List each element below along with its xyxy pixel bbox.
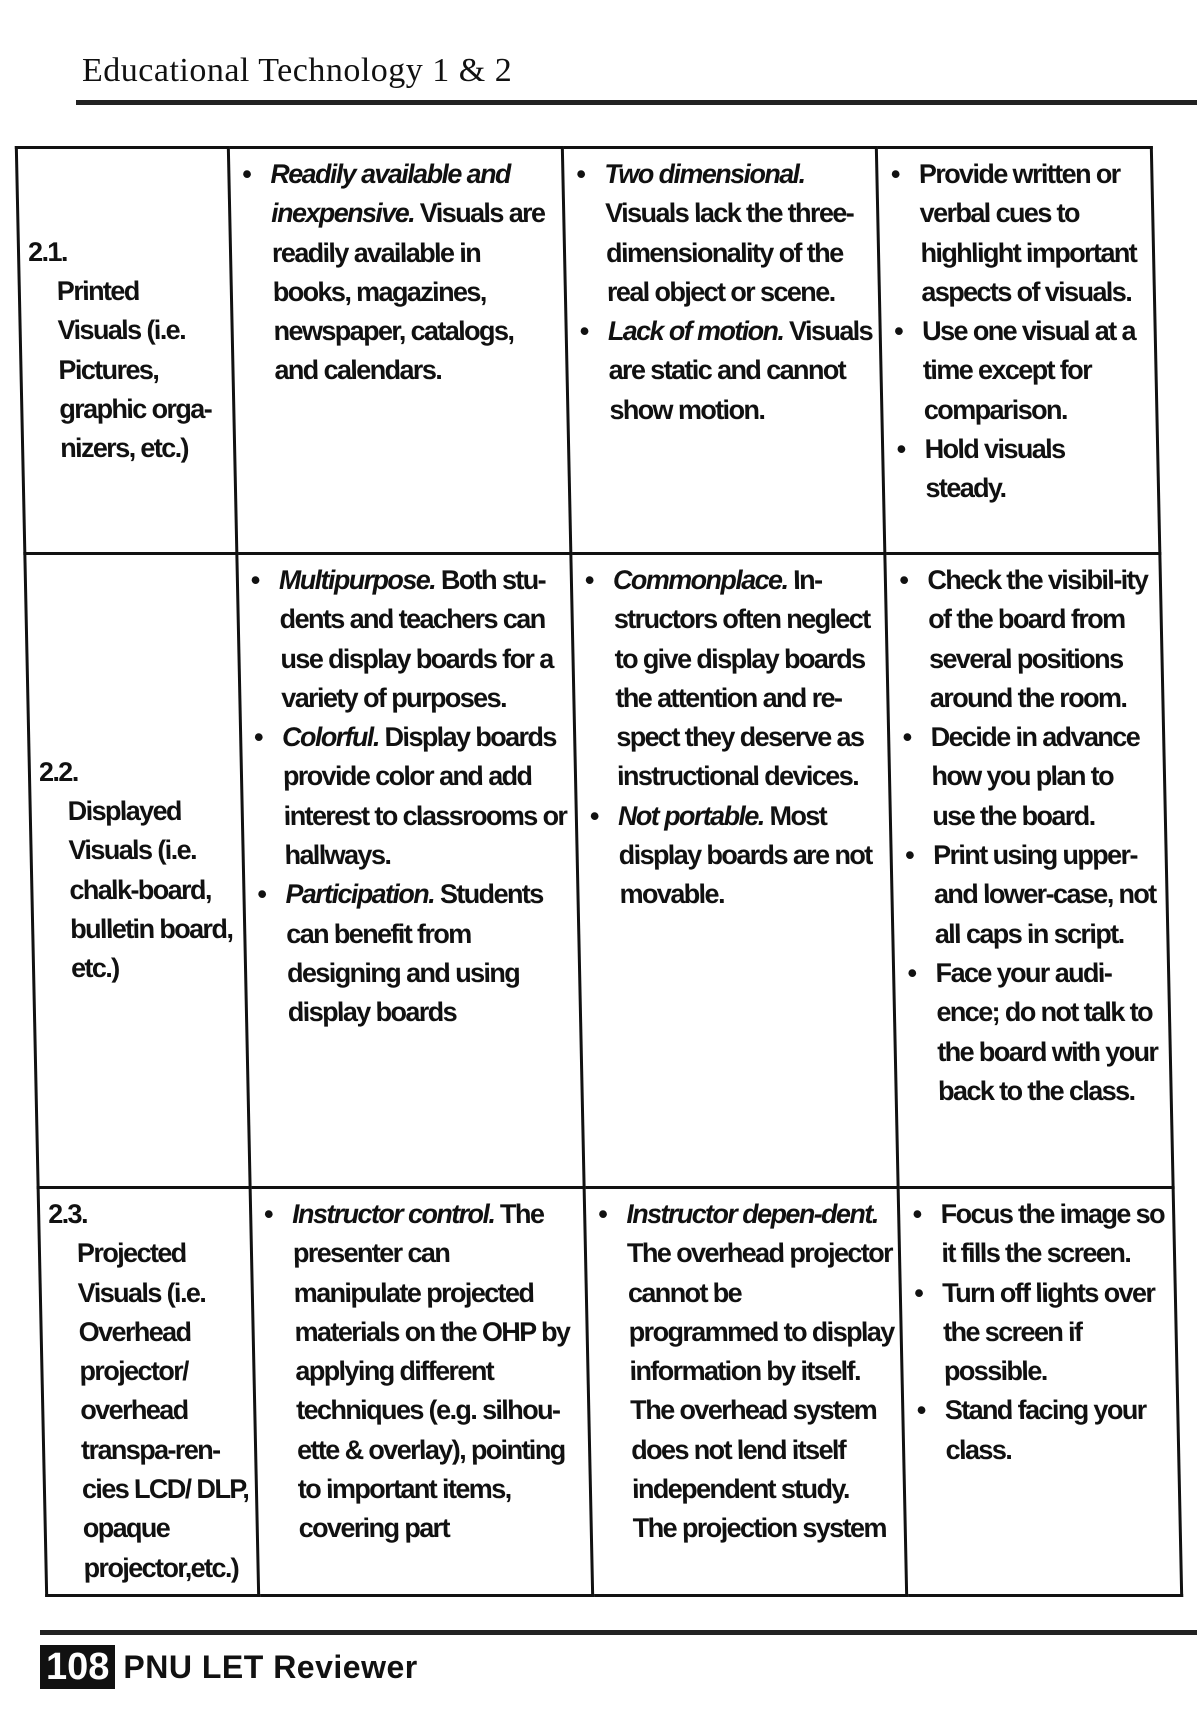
item-text: The presenter can manipulate projected materials on the OHP by applying different techniques (e.g. silhou-ette & overlay), pointing to important items, covering part <box>292 1199 570 1544</box>
table-row <box>25 554 1173 1188</box>
item-text: In-structors often neglect to give display boards the attention and re-spect they deserve as instructional devices. <box>613 565 870 792</box>
item-text: Visuals are static and cannot show motion. <box>608 316 873 425</box>
item-term: Colorful. <box>281 722 380 753</box>
limitation-item <box>570 155 873 312</box>
tip-cell <box>877 148 1160 554</box>
running-header: Educational Technology 1 & 2 <box>82 52 513 89</box>
item-text: Display boards provide color and add interest to classrooms or hallways. <box>282 722 567 871</box>
advantage-item <box>244 561 566 718</box>
item-term: Commonplace. <box>612 565 788 595</box>
item-term: Participation. <box>285 879 435 910</box>
advantage-cell <box>228 148 571 554</box>
limitation-cell <box>562 148 885 554</box>
limitation-item <box>584 797 886 915</box>
row-number: 2.3. <box>47 1199 88 1229</box>
item-text: Both stu-dents and teachers can use display boards for a variety of purposes. <box>279 565 553 713</box>
item-text: Visuals are readily available in books, magazines, newspaper, catalogs, and calendars. <box>271 198 545 386</box>
page-number: 108 <box>40 1645 115 1689</box>
advantage-item <box>236 155 560 391</box>
limitation-cell <box>571 554 899 1188</box>
media-type-cell <box>16 148 236 554</box>
limitation-item <box>579 561 883 797</box>
media-type-title: Projected Visuals (i.e. Overhead projector/ overhead transpa-ren-cies LCD/ DLP, opaque projector,etc.) <box>76 1238 249 1583</box>
tip-item: • Decide in advance how you plan to use the board. <box>896 718 1158 836</box>
item-term: Two dimensional. <box>604 159 805 189</box>
media-type-cell <box>25 554 250 1188</box>
item-term: Readily available and inexpensive. <box>269 159 511 229</box>
advantage-item <box>251 875 573 1032</box>
tip-item: • Hold visuals steady. <box>890 430 1151 509</box>
limitation-item <box>592 1195 899 1549</box>
footer-rule <box>40 1630 1197 1635</box>
table-row <box>38 1188 1182 1596</box>
item-term: Multipurpose. <box>278 565 436 595</box>
tip-item: • Turn off lights over the screen if possible. <box>908 1274 1170 1392</box>
media-table <box>15 146 1183 1597</box>
item-term: Instructor depen-dent. <box>625 1199 878 1229</box>
footer <box>40 1645 418 1689</box>
media-type-title: Displayed Visuals (i.e. chalk-board, bulletin board, etc.) <box>67 795 233 984</box>
tip-item: • Use one visual at a time except for comparison. <box>888 312 1150 430</box>
row-number: 2.2. <box>38 756 78 787</box>
header-rule <box>76 100 1197 105</box>
tip-item: • Stand facing your class. <box>910 1391 1171 1470</box>
tip-cell <box>899 1188 1182 1596</box>
tip-item: • Print using upper-and lower-case, not all caps in script. <box>899 836 1161 954</box>
tip-cell <box>885 554 1173 1188</box>
tip-item: • Provide written or verbal cues to highlight important aspects of visuals. <box>884 155 1147 312</box>
item-term: Instructor control. <box>291 1199 495 1229</box>
tip-item: • Focus the image so it fills the screen. <box>906 1195 1167 1274</box>
item-term: Lack of motion. <box>607 316 784 347</box>
limitation-item <box>573 312 875 430</box>
limitation-cell <box>584 1188 907 1596</box>
footer-title: PNU LET Reviewer <box>123 1648 418 1685</box>
media-type-cell <box>38 1188 258 1596</box>
tip-item: • Face your audi-ence; do not talk to the board with your back to the class. <box>901 954 1164 1111</box>
row-number: 2.1. <box>27 236 67 267</box>
item-text: Most display boards are not movable. <box>618 800 872 910</box>
media-type-title: Printed Visuals (i.e. Pictures, graphic orga-nizers, etc.) <box>56 275 212 464</box>
advantage-cell <box>237 554 584 1188</box>
item-text: Students can benefit from designing and using display boards <box>285 879 543 1028</box>
advantage-item <box>258 1195 585 1549</box>
advantage-cell <box>250 1188 593 1596</box>
item-text: Visuals lack the three-dimensionality of the real object or scene. <box>604 198 854 307</box>
table-row <box>16 148 1160 554</box>
item-text: The overhead projector cannot be programmed to display information by itself. The overhead system does not lend itself independent study. The projection system <box>626 1238 895 1544</box>
item-term: Not portable. <box>617 800 764 831</box>
advantage-item <box>248 718 570 875</box>
tip-item: • Check the visibil-ity of the board from several positions around the room. <box>893 561 1156 718</box>
